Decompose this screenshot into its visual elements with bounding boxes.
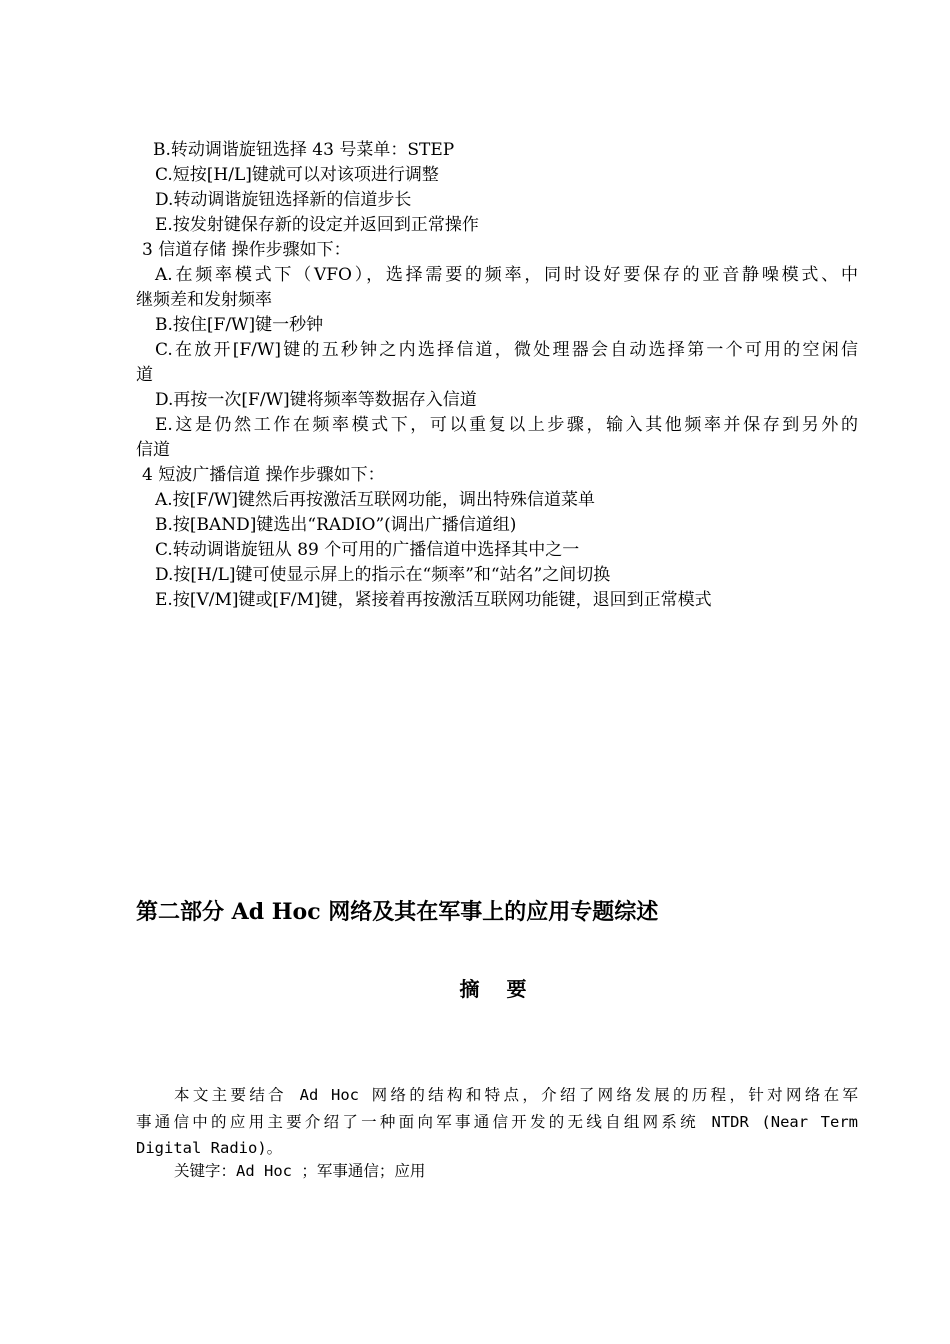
channel-storage-e-line2: 信道 [136, 440, 170, 460]
step-size-b: B.转动调谐旋钮选择 43 号菜单：STEP [153, 140, 455, 160]
step-size-c: C.短按[H/L]键就可以对该项进行调整 [155, 165, 439, 185]
channel-storage-c-line1: C.在放开[F/W]键的五秒钟之内选择信道，微处理器会自动选择第一个可用的空闲信 [155, 340, 858, 360]
shortwave-title: 4 短波广播信道 操作步骤如下： [142, 465, 385, 485]
shortwave-a: A.按[F/W]键然后再按激活互联网功能，调出特殊信道菜单 [155, 490, 595, 510]
step-size-d: D.转动调谐旋钮选择新的信道步长 [155, 190, 412, 210]
channel-storage-d: D.再按一次[F/W]键将频率等数据存入信道 [155, 390, 477, 410]
shortwave-c: C.转动调谐旋钮从 89 个可用的广播信道中选择其中之一 [155, 540, 580, 560]
shortwave-d: D.按[H/L]键可使显示屏上的指示在“频率”和“站名”之间切换 [155, 565, 611, 585]
abstract-line-3: Digital Radio)。 [136, 1139, 283, 1157]
abstract-line-2: 事通信中的应用主要介绍了一种面向军事通信开发的无线自组网系统 NTDR (Near Term [136, 1113, 858, 1131]
shortwave-e: E.按[V/M]键或[F/M]键，紧接着再按激活互联网功能键，退回到正常模式 [155, 590, 712, 610]
channel-storage-b: B.按住[F/W]键一秒钟 [155, 315, 324, 335]
channel-storage-e-line1: E.这是仍然工作在频率模式下，可以重复以上步骤，输入其他频率并保存到另外的 [155, 415, 858, 435]
channel-storage-title: 3 信道存储 操作步骤如下： [142, 240, 351, 260]
keywords-line: 关键字：Ad Hoc ；军事通信；应用 [174, 1162, 426, 1180]
abstract-line-1: 本文主要结合 Ad Hoc 网络的结构和特点，介绍了网络发展的历程，针对网络在军 [174, 1086, 858, 1104]
channel-storage-a-line2: 继频差和发射频率 [136, 290, 272, 310]
shortwave-b: B.按[BAND]键选出“RADIO”(调出广播信道组) [155, 515, 517, 535]
channel-storage-c-line2: 道 [136, 365, 153, 385]
step-size-e: E.按发射键保存新的设定并返回到正常操作 [155, 215, 479, 235]
part-two-heading: 第二部分 Ad Hoc 网络及其在军事上的应用专题综述 [136, 899, 659, 925]
channel-storage-a-line1: A.在频率模式下（VFO），选择需要的频率，同时设好要保存的亚音静噪模式、中 [155, 265, 858, 285]
abstract-title: 摘 要 [459, 977, 537, 1001]
